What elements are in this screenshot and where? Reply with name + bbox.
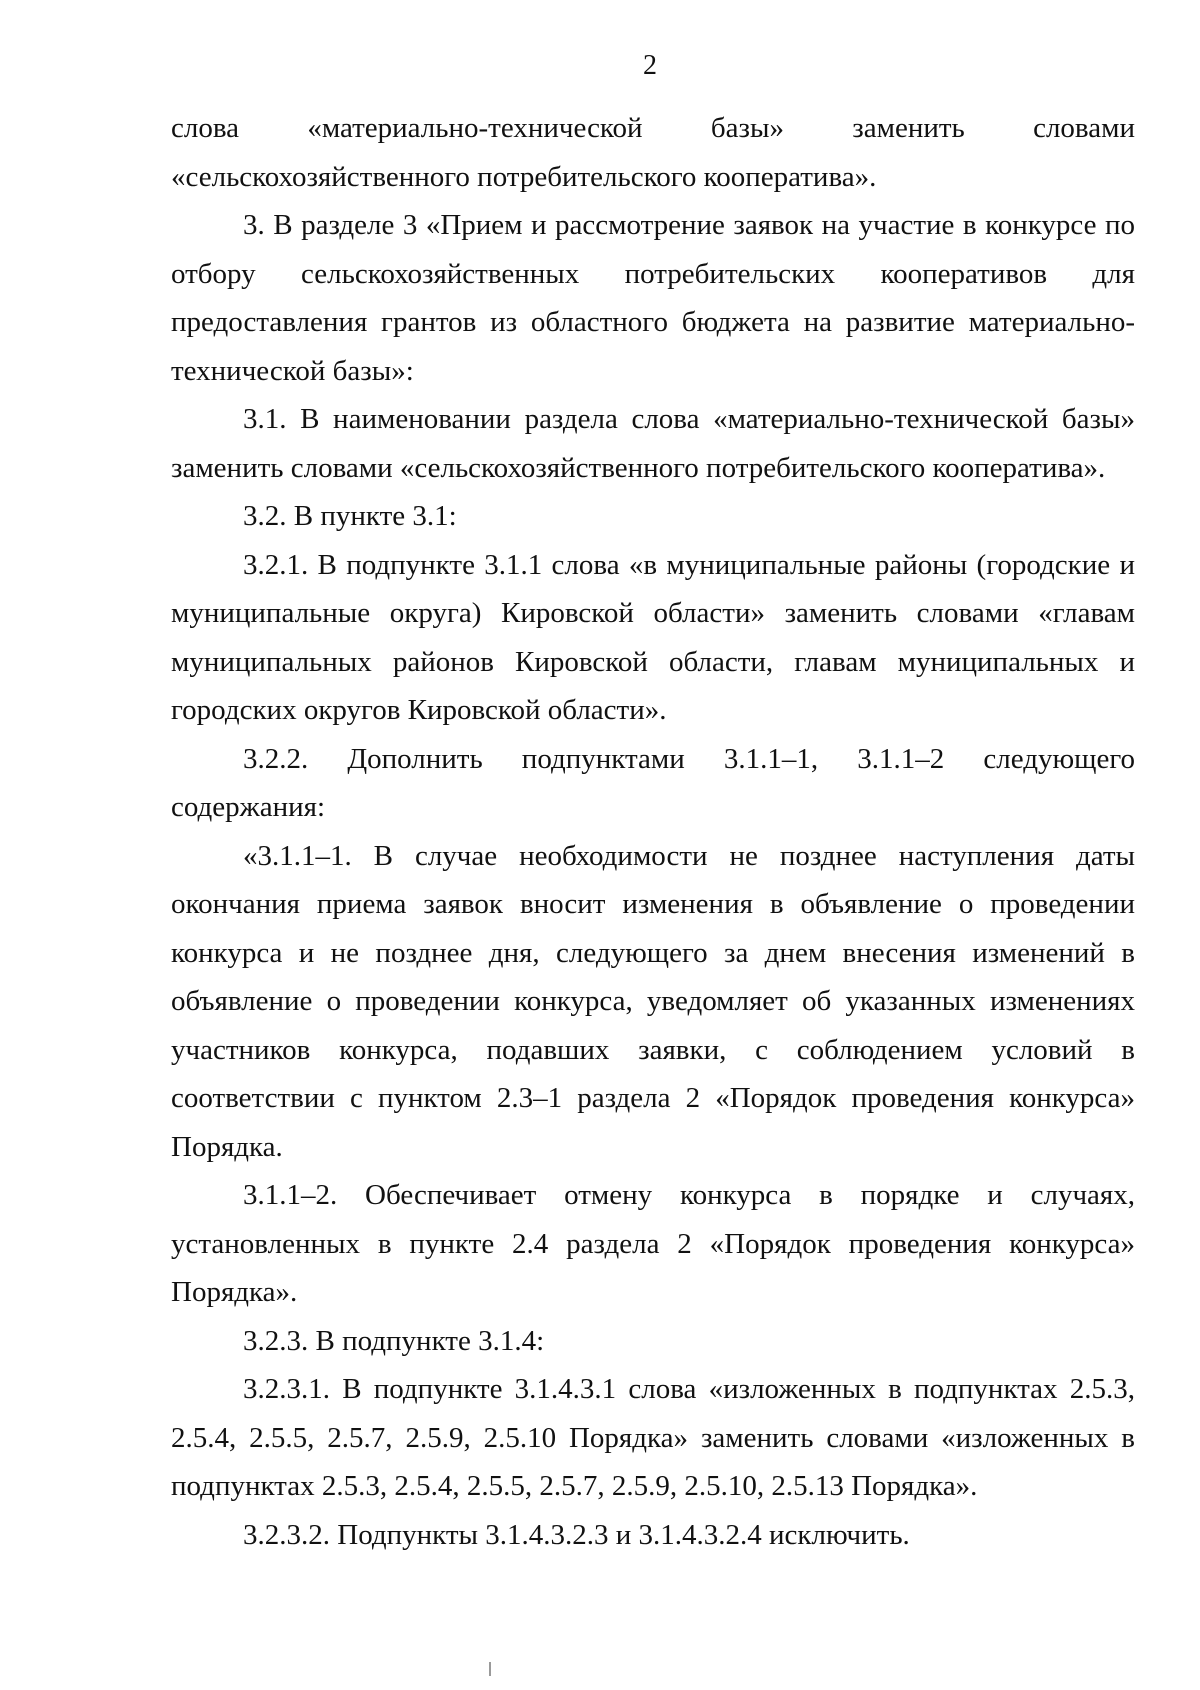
page-number: 2 <box>643 50 657 81</box>
document-body <box>171 104 1135 1559</box>
paragraph-3-1: 3.1. В наименовании раздела слова «материально-технической базы» заменить словами «сельскохозяйственного потребительского кооператива». <box>171 403 1135 484</box>
scan-artifact-mark <box>489 1662 491 1676</box>
paragraph-3-1-1-1: «3.1.1–1. В случае необходимости не позднее наступления даты окончания приема заявок вносит изменения в объявление о проведении конкурса и не позднее дня, следующего за днем внесения изменений в объявление о проведении конкурса, уведомляет об указанных изменениях участников конкурса, подавших заявки, с соблюдением условий в соответствии с пунктом 2.3–1 раздела 2 «Порядок проведения конкурса» Порядка. <box>171 839 1135 1163</box>
paragraph-3-2-3: 3.2.3. В подпункте 3.1.4: <box>243 1324 545 1357</box>
paragraph-replacement-words: слова «материально-технической базы» заменить словами «сельскохозяйственного потребительского кооператива». <box>171 112 1135 193</box>
paragraph-section-3: 3. В разделе 3 «Прием и рассмотрение заявок на участие в конкурсе по отбору сельскохозяйственных потребительских кооперативов для предоставления грантов из областного бюджета на развитие материально-технической базы»: <box>171 209 1135 387</box>
paragraph-3-2-3-1: 3.2.3.1. В подпункте 3.1.4.3.1 слова «изложенных в подпунктах 2.5.3, 2.5.4, 2.5.5, 2.5.7, 2.5.9, 2.5.10 Порядка» заменить словами «изложенных в подпунктах 2.5.3, 2.5.4, 2.5.5, 2.5.7, 2.5.9, 2.5.10, 2.5.13 Порядка». <box>171 1373 1135 1502</box>
paragraph-3-1-1-2: 3.1.1–2. Обеспечивает отмену конкурса в порядке и случаях, установленных в пункте 2.4 раздела 2 «Порядок проведения конкурса» Порядка». <box>171 1179 1135 1308</box>
paragraph-3-2: 3.2. В пункте 3.1: <box>243 500 457 532</box>
paragraph-3-2-3-2: 3.2.3.2. Подпункты 3.1.4.3.2.3 и 3.1.4.3.2.4 исключить. <box>243 1518 910 1551</box>
paragraph-3-2-2: 3.2.2. Дополнить подпунктами 3.1.1–1, 3.1.1–2 следующего содержания: <box>171 742 1135 823</box>
paragraph-3-2-1: 3.2.1. В подпункте 3.1.1 слова «в муниципальные районы (городские и муниципальные округа) Кировской области» заменить словами «главам муниципальных районов Кировской области, главам муниципальных и городских округов Кировской области». <box>171 548 1135 726</box>
